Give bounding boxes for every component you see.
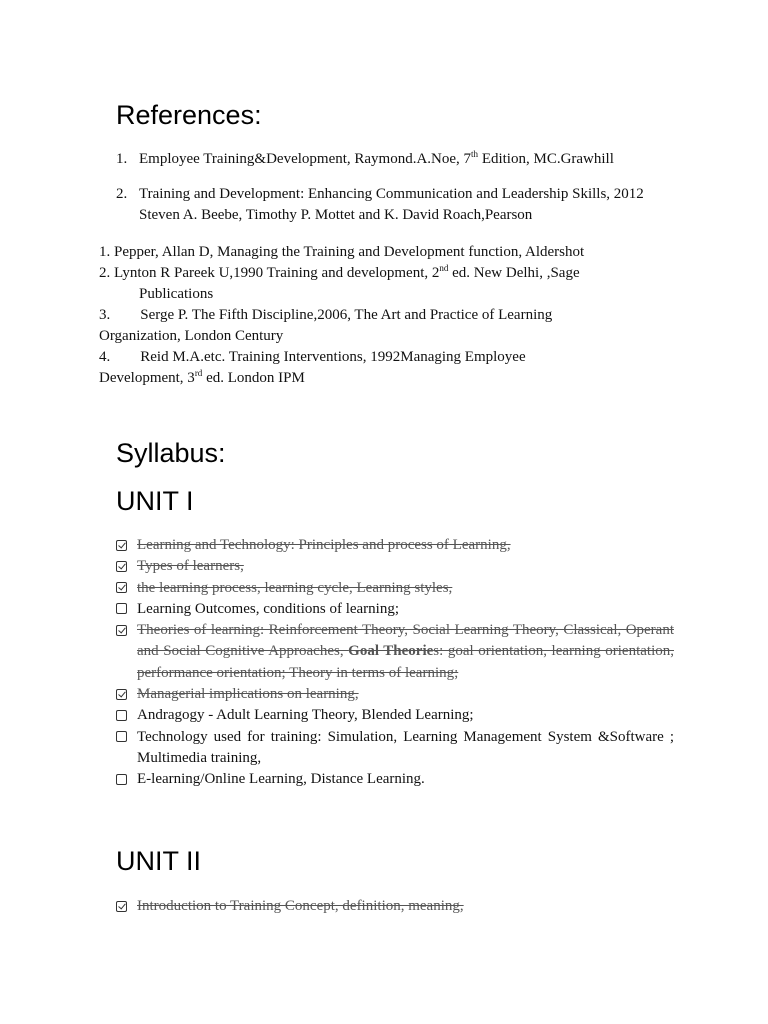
list-number: 2. xyxy=(116,186,128,202)
checkbox-checked[interactable] xyxy=(116,561,127,572)
reference-list xyxy=(116,149,676,226)
reference-line: Organization, London Century xyxy=(99,328,284,344)
checklist-item: Technology used for training: Simulation, Learning Management System &Software ; Multimedia training, xyxy=(116,727,674,770)
checklist-item: Introduction to Training Concept, definition, meaning, xyxy=(116,896,674,917)
extra-references xyxy=(99,242,679,389)
checkbox-checked[interactable] xyxy=(116,901,127,912)
checkbox-unchecked[interactable] xyxy=(116,603,127,614)
checklist-item: Theories of learning: Reinforcement Theory, Social Learning Theory, Classical, Operant and Social Cognitive Approaches, Goal Theories: goal orientation, learning orientation, performance orientation; Theory in terms of learning; xyxy=(116,620,674,684)
checkbox-checked[interactable] xyxy=(116,689,127,700)
unit-2-title: UNIT II xyxy=(116,846,202,876)
reference-line: Publications xyxy=(139,286,214,302)
unit-1-title: UNIT I xyxy=(116,486,194,516)
checkbox-checked[interactable] xyxy=(116,582,127,593)
checkbox-unchecked[interactable] xyxy=(116,710,127,721)
checklist-item: Andragogy - Adult Learning Theory, Blended Learning; xyxy=(116,705,674,726)
reference-line: 1. Pepper, Allan D, Managing the Training and Development function, Aldershot xyxy=(99,244,585,260)
checklist-item: Managerial implications on learning, xyxy=(116,684,674,705)
checkbox-unchecked[interactable] xyxy=(116,731,127,742)
unit-2-checklist xyxy=(116,896,674,917)
reference-line: 4. Reid M.A.etc. Training Interventions, 1992Managing Employee xyxy=(99,349,526,365)
checklist-item: the learning process, learning cycle, Learning styles, xyxy=(116,578,674,599)
reference-line: 2. Lynton R Pareek U,1990 Training and development, 2nd ed. New Delhi, ,Sage xyxy=(99,263,580,281)
checkbox-checked[interactable] xyxy=(116,625,127,636)
checkbox-unchecked[interactable] xyxy=(116,774,127,785)
unit-1-checklist xyxy=(116,535,674,791)
list-item xyxy=(116,149,676,170)
checklist-item: Types of learners, xyxy=(116,556,674,577)
checkbox-checked[interactable] xyxy=(116,540,127,551)
checklist-item: Learning and Technology: Principles and process of Learning, xyxy=(116,535,674,556)
references-heading: References: xyxy=(116,100,262,130)
checklist-item: E-learning/Online Learning, Distance Learning. xyxy=(116,769,674,790)
list-text: Employee Training&Development, Raymond.A.Noe, 7th Edition, MC.Grawhill xyxy=(139,149,614,167)
reference-line: Development, 3rd ed. London IPM xyxy=(99,368,305,386)
list-number: 1. xyxy=(116,151,128,167)
list-item xyxy=(116,184,676,226)
syllabus-heading: Syllabus: xyxy=(116,438,226,468)
list-text: Training and Development: Enhancing Communication and Leadership Skills, 2012 Steven A. Beebe, Timothy P. Mottet and K. David Roach,Pearson xyxy=(139,186,644,223)
checklist-item: Learning Outcomes, conditions of learning; xyxy=(116,599,674,620)
reference-line: 3. Serge P. The Fifth Discipline,2006, The Art and Practice of Learning xyxy=(99,307,553,323)
